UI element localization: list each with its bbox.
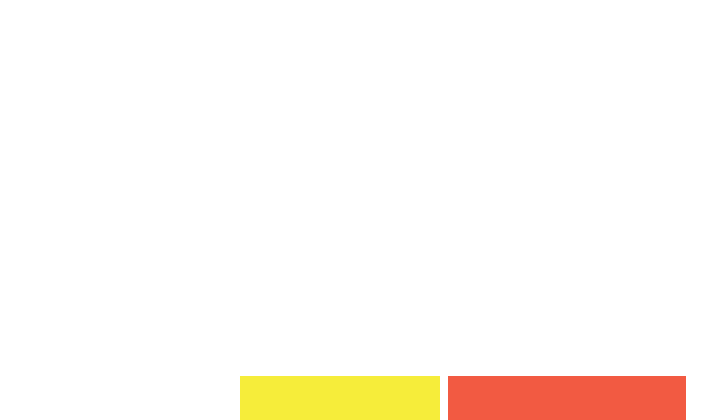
legend-mixed-waste	[52, 376, 238, 420]
legend-plastics	[240, 376, 440, 420]
legend-electro	[448, 376, 686, 420]
bottom-months-band	[38, 98, 686, 356]
top-months-band	[38, 0, 686, 90]
